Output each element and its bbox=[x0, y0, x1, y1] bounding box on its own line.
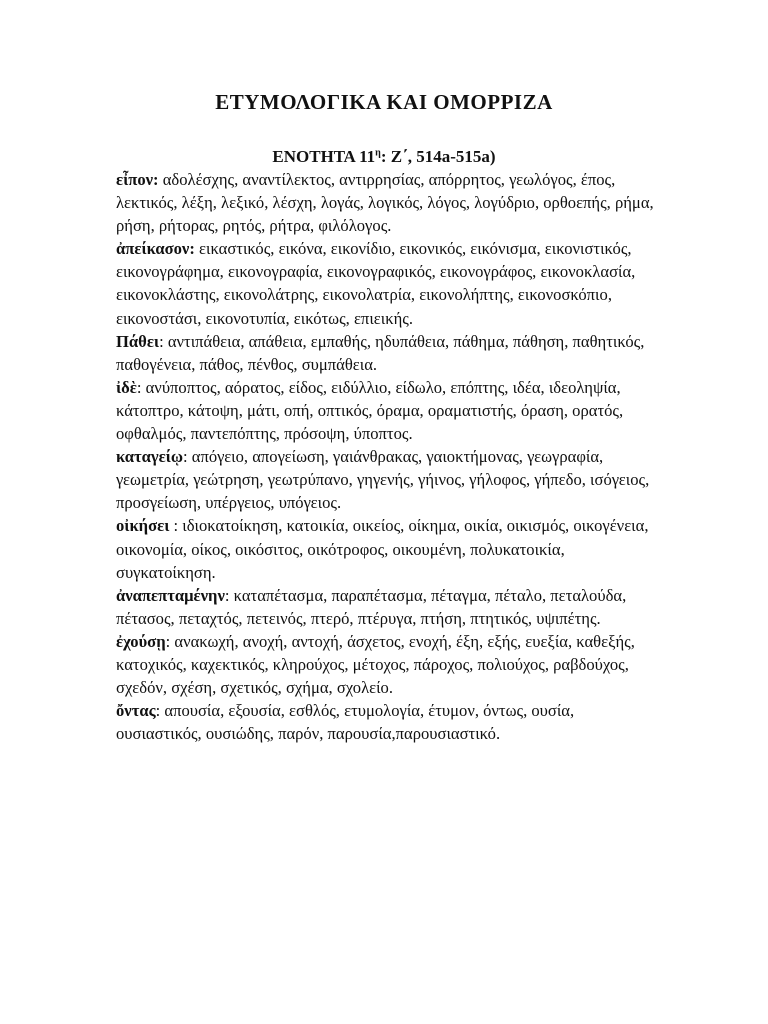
entry-words: : απουσία, εξουσία, εσθλός, ετυμολογία, έτυμον, όντως, ουσία, ουσιαστικός, ουσιώδης, παρόν, παρουσία,παρουσιαστικό. bbox=[116, 701, 575, 744]
entry-headword: ἀναπεπταμένην bbox=[116, 585, 225, 605]
entry-headword: οἰκήσει bbox=[116, 516, 170, 536]
entry-words: : ανύποπτος, αόρατος, είδος, ειδύλλιο, είδωλο, επόπτης, ιδέα, ιδεοληψία, κάτοπτρο, κάτοψη, μάτι, οπή, οπτικός, όραμα, οραματιστής, όραση, ορατός, οφθαλμός, παντεπόπτης, πρόσοψη, ύποπτος. bbox=[116, 377, 624, 444]
entry-ide bbox=[116, 376, 656, 445]
section-label: ΕΝΟΤΗΤΑ 11 bbox=[272, 147, 376, 166]
entry-words: αδολέσχης, αναντίλεκτος, αντιρρησίας, απόρρητος, γεωλόγος, έπος, λεκτικός, λέξη, λεξικό, λέσχη, λογάς, λογικός, λόγος, λογύδριο, ορθοεπής, ρήμα, ρήση, ρήτορας, ρητός, ρήτρα, φιλόλογος. bbox=[116, 170, 654, 236]
entry-headword: Πάθει bbox=[116, 331, 160, 351]
entry-ontas bbox=[116, 699, 656, 745]
section-heading bbox=[0, 147, 768, 167]
entry-apeikason bbox=[116, 237, 656, 329]
entry-headword: ὄντας bbox=[116, 701, 156, 721]
section-reference: : Ζ΄, 514a-515a) bbox=[380, 147, 496, 166]
entry-headword: ἰδὲ bbox=[116, 377, 137, 397]
entry-headword: εἶπον: bbox=[116, 170, 159, 189]
entry-words: : αντιπάθεια, απάθεια, εμπαθής, ηδυπάθεια, πάθημα, πάθηση, παθητικός, παθογένεια, πάθος, πένθος, συμπάθεια. bbox=[116, 331, 645, 374]
entry-words: : απόγειο, απογείωση, γαιάνθρακας, γαιοκτήμονας, γεωγραφία, γεωμετρία, γεώτρηση, γεωτρύπανο, γηγενής, γήινος, γήλοφος, γήπεδο, ισόγειος, προσγείωση, υπέργειος, υπόγειος. bbox=[116, 447, 650, 513]
entry-words: : ανακωχή, ανοχή, αντοχή, άσχετος, ενοχή, έξη, εξής, ευεξία, καθεξής, κατοχικός, καχεκτικός, κληρούχος, μέτοχος, πάροχος, πολιούχος, ραβδούχος, σχεδόν, σχέση, σχετικός, σχήμα, σχολείο. bbox=[116, 631, 635, 698]
entry-words: εικαστικός, εικόνα, εικονίδιο, εικονικός, εικόνισμα, εικονιστικός, εικονογράφημα, εικονογραφία, εικονογραφικός, εικονογράφος, εικονοκλασία, εικονοκλάστης, εικονολάτρης, εικονολατρία, εικονολήπτης, εικονοσκόπιο, εικονοστάσι, εικονοτυπία, εικότως, επιεικής. bbox=[116, 239, 636, 328]
entry-headword: ἐχούσῃ bbox=[116, 631, 166, 651]
entry-anapeptamenen bbox=[116, 584, 656, 630]
etymology-entries bbox=[116, 168, 656, 745]
entry-pathei bbox=[116, 330, 656, 376]
entry-oikesei bbox=[116, 514, 656, 583]
entry-katageio bbox=[116, 445, 656, 514]
section-ordinal-superscript: η bbox=[375, 147, 381, 159]
entry-echouse bbox=[116, 630, 656, 699]
entry-words: : καταπέτασμα, παραπέτασμα, πέταγμα, πέταλο, πεταλούδα, πέτασος, πεταχτός, πετεινός, πτερό, πτέρυγα, πτήση, πτητικός, υψιπέτης. bbox=[116, 585, 627, 628]
entry-headword: καταγείῳ bbox=[116, 447, 184, 467]
entry-eipon bbox=[116, 168, 656, 237]
entry-words: : ιδιοκατοίκηση, κατοικία, οικείος, οίκημα, οικία, οικισμός, οικογένεια, οικονομία, οίκος, οικόσιτος, οικότροφος, οικουμένη, πολυκατοικία, συγκατοίκηση. bbox=[116, 516, 649, 582]
entry-headword: ἀπείκασον: bbox=[116, 239, 195, 259]
document-title: ΕΤΥΜΟΛΟΓΙΚΑ ΚΑΙ ΟΜΟΡΡΙΖΑ bbox=[215, 90, 553, 114]
